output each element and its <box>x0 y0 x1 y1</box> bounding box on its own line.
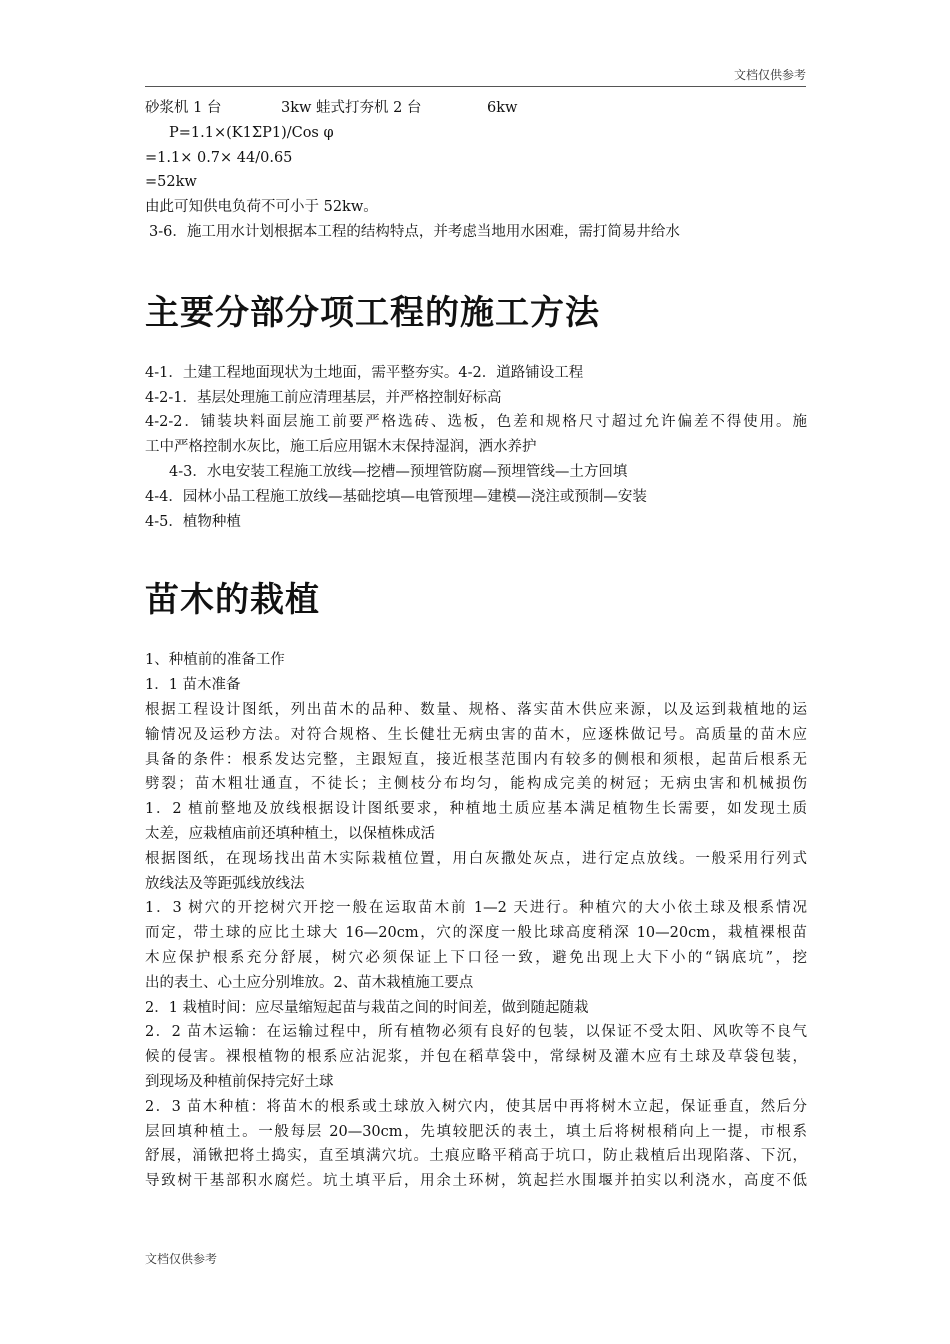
list-item: 4-2-1．基层处理施工前应清理基层，并严格控制好标高 <box>145 389 502 406</box>
paragraph <box>145 410 807 460</box>
formula-line: =52kw <box>145 174 197 191</box>
text-line: 4-2-2．铺装块料面层施工前要严格选砖、选板，色差和规格尺寸超过允许偏差不得使用。施 <box>145 414 807 431</box>
machine-item: 砂浆机 1 台 <box>145 100 222 116</box>
paragraph <box>145 648 807 1194</box>
text-line: 具备的条件：根系发达完整，主跟短直，接近根茎范围内有较多的侧根和须根，起苗后根系无 <box>145 751 807 768</box>
text-line: 导致树干基部积水腐烂。坑土填平后，用余土环树，筑起拦水围堰并拍实以利浇水，高度不低 <box>145 1173 807 1190</box>
text-line: 1．3 树穴的开挖树穴开挖一般在运取苗木前 1—2 天进行。种植穴的大小依土球及根系情况 <box>145 900 807 917</box>
text-line: 根据图纸，在现场找出苗木实际栽植位置，用白灰撒处灰点，进行定点放线。一般采用行列式 <box>145 850 807 867</box>
list-item: 4-3．水电安装工程施工放线—挖槽—预埋管防腐—预埋管线—土方回填 <box>169 463 628 480</box>
machine-item: 3kw 蛙式打夯机 2 台 <box>281 100 422 116</box>
list-item: 4-5．植物种植 <box>145 513 241 530</box>
text-line: 木应保护根系充分舒展，树穴必须保证上下口径一致，避免出现上大下小的“锅底坑”，挖 <box>145 949 807 966</box>
section-heading: 苗木的栽植 <box>145 580 320 621</box>
list-item: 4-4．园林小品工程施工放线—基础挖填—电管预埋—建模—浇注或预制—安装 <box>145 488 647 505</box>
machine-item: 6kw <box>487 100 518 116</box>
text-line: 2．1 栽植时间：应尽量缩短起苗与栽苗之间的时间差，做到随起随栽 <box>145 999 589 1016</box>
text-line: 而定，带土球的应比土球大 16—20cm，穴的深度一般比球高度稍深 10—20cm，栽植裸根苗 <box>145 925 807 942</box>
text-line: 候的侵害。裸根植物的根系应沾泥浆，并包在稻草袋中，常绿树及灌木应有土球及草袋包装， <box>145 1049 807 1066</box>
page-header: 文档仅供参考 <box>145 64 806 87</box>
text-line: 1．2 植前整地及放线根据设计图纸要求，种植地土质应基本满足植物生长需要，如发现土质 <box>145 801 807 818</box>
machine-list <box>145 96 807 121</box>
section-heading: 主要分部分项工程的施工方法 <box>145 292 600 333</box>
text-line: 放线法及等距弧线放线法 <box>145 875 305 892</box>
text-line: 太差，应栽植庙前还填种植土，以保植株成活 <box>145 825 435 842</box>
document-body <box>145 96 807 1194</box>
formula-line: =1.1× 0.7× 44/0.65 <box>145 149 293 166</box>
text-line: 工中严格控制水灰比，施工后应用锯木末保持湿润，洒水养护 <box>145 439 537 456</box>
text-line: 1．1 苗木准备 <box>145 677 241 694</box>
formula-line: P=1.1×(K1ΣP1)/Cos φ <box>169 124 334 141</box>
text-line: 舒展，涌锹把将土捣实，直至填满穴坑。土痕应略平稍高于坑口，防止栽植后出现陷落、下沉， <box>145 1148 807 1165</box>
water-plan: 3-6．施工用水计划根据本工程的结构特点，并考虑当地用水困难，需打简易井给水 <box>149 223 680 240</box>
text-line: 劈裂；苗木粗壮通直，不徒长；主侧枝分布均匀，能构成完美的树冠；无病虫害和机械损伤 <box>145 776 807 793</box>
text-line: 输情况及运秒方法。对符合规格、生长健壮无病虫害的苗木，应逐株做记号。高质量的苗木应 <box>145 726 807 743</box>
page-footer: 文档仅供参考 <box>145 1252 218 1266</box>
text-line: 2．2 苗木运输：在运输过程中，所有植物必须有良好的包装，以保证不受太阳、风吹等不良气 <box>145 1024 807 1041</box>
text-line: 1、种植前的准备工作 <box>145 652 285 669</box>
text-line: 2．3 苗木种植：将苗木的根系或土球放入树穴内，使其居中再将树木立起，保证垂直，然后分 <box>145 1098 807 1115</box>
formula-conclusion: 由此可知供电负荷不可小于 52kw。 <box>145 199 378 216</box>
text-line: 出的表土、心土应分别堆放。2、苗木栽植施工要点 <box>145 974 474 991</box>
list-item: 4-1．土建工程地面现状为土地面，需平整夯实。4-2．道路铺设工程 <box>145 364 584 381</box>
text-line: 根据工程设计图纸，列出苗木的品种、数量、规格、落实苗木供应来源，以及运到栽植地的运 <box>145 701 807 718</box>
text-line: 到现场及种植前保持完好土球 <box>145 1073 334 1090</box>
text-line: 层回填种植土。一般每层 20—30cm，先填较肥沃的表土，填土后将树根稍向上一提，市根系 <box>145 1123 807 1140</box>
